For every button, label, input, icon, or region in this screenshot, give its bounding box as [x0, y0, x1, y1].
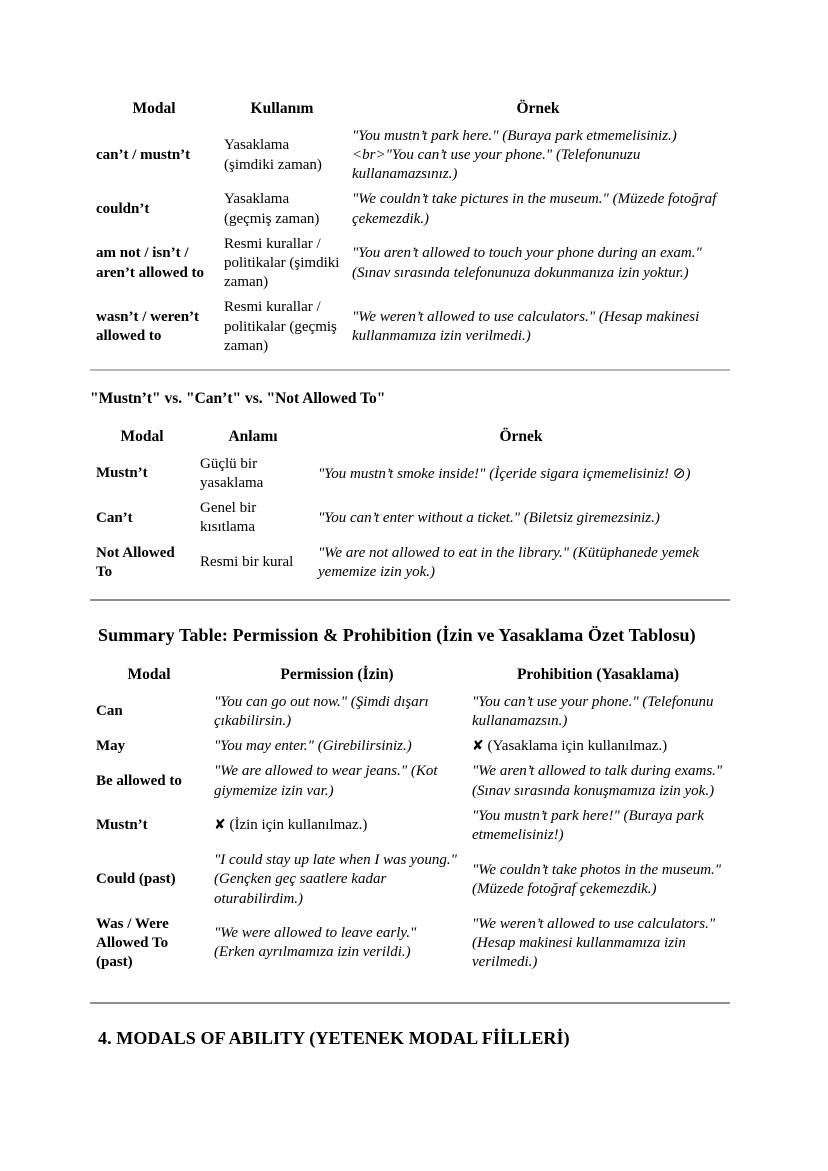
section-divider-3 [90, 1002, 730, 1004]
column-header-usage: Kullanım [250, 100, 314, 117]
cell-example: "You mustn’t park here." (Buraya park etmemelisiniz.)<br>"You can’t use your phone." (Telefonunuzu kullanamazsınız.) [352, 127, 677, 183]
cell-modal: am not / isn’t / aren’t allowed to [96, 245, 205, 281]
table-row [90, 496, 730, 540]
table-row [90, 232, 730, 296]
example-text: "You mustn’t smoke inside!" (İçeride sigara içmemelisiniz! [318, 465, 673, 482]
cell-modal: Can [96, 703, 123, 720]
column-header-example: Örnek [516, 100, 560, 117]
cell-modal: Mustn’t [96, 817, 148, 834]
column-header-prohibition: Prohibition (Yasaklama) [516, 666, 680, 683]
cell-permission: "You may enter." (Girebilirsiniz.) [214, 738, 412, 755]
cell-prohibition: "You can’t use your phone." (Telefonunu kullanamazsın.) [472, 693, 714, 729]
cell-modal: Mustn’t [96, 465, 148, 482]
cell-example: "You aren’t allowed to touch your phone during an exam." (Sınav sırasında telefonunuza dokunmanıza izin yoktur.) [352, 245, 702, 281]
cell-modal: wasn’t / weren’t allowed to [96, 308, 200, 345]
cell-example: "We weren’t allowed to use calculators." (Hesap makinesi kullanmamıza izin verilmedi.) [352, 308, 700, 345]
table-header-row [90, 662, 730, 690]
cell-prohibition: "We weren’t allowed to use calculators." (Hesap makinesi kullanmamıza izin verilmedi.) [472, 915, 716, 971]
cell-usage: Resmi kurallar / politikalar (şimdiki zaman) [224, 235, 340, 291]
column-header-example: Örnek [499, 428, 543, 445]
table-header-row [90, 424, 730, 452]
cell-example: "You can’t enter without a ticket." (Biletsiz giremezsiniz.) [318, 509, 660, 526]
cell-prohibition: "You mustn’t park here!" (Buraya park etmemelisiniz!) [472, 807, 704, 843]
section-divider-2 [90, 599, 730, 601]
cell-modal: Could (past) [96, 871, 176, 888]
cell-modal: May [96, 738, 126, 755]
summary-heading: Summary Table: Permission & Prohibition (İzin ve Yasaklama Özet Tablosu) [98, 625, 696, 645]
column-header-modal: Modal [127, 666, 171, 683]
compare-heading: "Mustn’t" vs. "Can’t" vs. "Not Allowed To" [90, 390, 386, 407]
cell-example: "We are not allowed to eat in the library." (Kütüphanede yemek yememize izin yok.) [318, 544, 699, 580]
prohibition-table-block [90, 96, 730, 359]
table-row [90, 734, 730, 759]
table-row [90, 187, 730, 231]
cell-permission [208, 804, 466, 848]
cell-modal: can’t / mustn’t [96, 147, 191, 163]
table-compare [90, 424, 730, 585]
table-row [90, 759, 730, 803]
cell-usage: Resmi kurallar / politikalar (geçmiş zaman) [224, 299, 337, 354]
cell-modal: Be allowed to [96, 772, 182, 789]
cross-icon: ✘ [214, 817, 226, 834]
example-text-end: ) [685, 465, 691, 482]
cell-meaning: Güçlü bir yasaklama [200, 455, 264, 491]
cell-permission: "We were allowed to leave early." (Erken ayrılmamıza izin verildi.) [214, 925, 417, 961]
table-row [90, 912, 730, 976]
column-header-meaning: Anlamı [228, 428, 278, 445]
table-prohibition [90, 96, 730, 359]
no-entry-icon: ⊘ [672, 463, 686, 482]
prohibition-note: (Yasaklama için kullanılmaz.) [487, 738, 668, 755]
cell-meaning: Resmi bir kural [200, 554, 294, 571]
column-header-modal: Modal [132, 100, 176, 117]
column-header-modal: Modal [120, 428, 164, 445]
section-divider-1 [90, 369, 730, 371]
table-row [90, 848, 730, 912]
cell-permission: "You can go out now." (Şimdi dışarı çıkabilirsin.) [214, 693, 429, 729]
cell-prohibition: "We couldn’t take photos in the museum." (Müzede fotoğraf çekemezdik.) [472, 861, 722, 897]
table-row [90, 452, 730, 496]
cross-icon: ✘ [472, 738, 484, 755]
cell-usage: Yasaklama (şimdiki zaman) [224, 137, 322, 173]
column-header-permission: Permission (İzin) [280, 666, 394, 683]
cell-modal: Can’t [96, 509, 133, 526]
compare-table-block [90, 424, 730, 585]
permission-note: (İzin için kullanılmaz.) [229, 817, 368, 834]
cell-meaning: Genel bir kısıtlama [200, 500, 257, 536]
table-header-row [90, 96, 730, 124]
cell-permission: "I could stay up late when I was young." (Gençken geç saatlere kadar oturabilirdim.) [214, 852, 457, 907]
table-row [90, 124, 730, 188]
summary-table-block [90, 662, 730, 975]
cell-example: "We couldn’t take pictures in the museum." (Müzede fotoğraf çekemezdik.) [352, 191, 717, 227]
cell-modal: Was / Were Allowed To (past) [96, 915, 169, 971]
cell-prohibition [466, 734, 730, 759]
cell-modal: couldn’t [96, 200, 150, 217]
table-summary [90, 662, 730, 975]
cell-modal: Not Allowed To [96, 544, 175, 580]
cell-usage: Yasaklama (geçmiş zaman) [224, 191, 320, 227]
cell-example [312, 452, 730, 496]
cell-prohibition: "We aren’t allowed to talk during exams." (Sınav sırasında konuşmamıza izin yok.) [472, 763, 723, 799]
table-row [90, 804, 730, 848]
table-row [90, 295, 730, 359]
cell-permission: "We are allowed to wear jeans." (Kot giymemize izin var.) [214, 763, 438, 799]
table-row [90, 690, 730, 734]
table-row [90, 541, 730, 585]
page-section-title: 4. MODALS OF ABILITY (YETENEK MODAL FİİLLERİ) [98, 1028, 570, 1048]
